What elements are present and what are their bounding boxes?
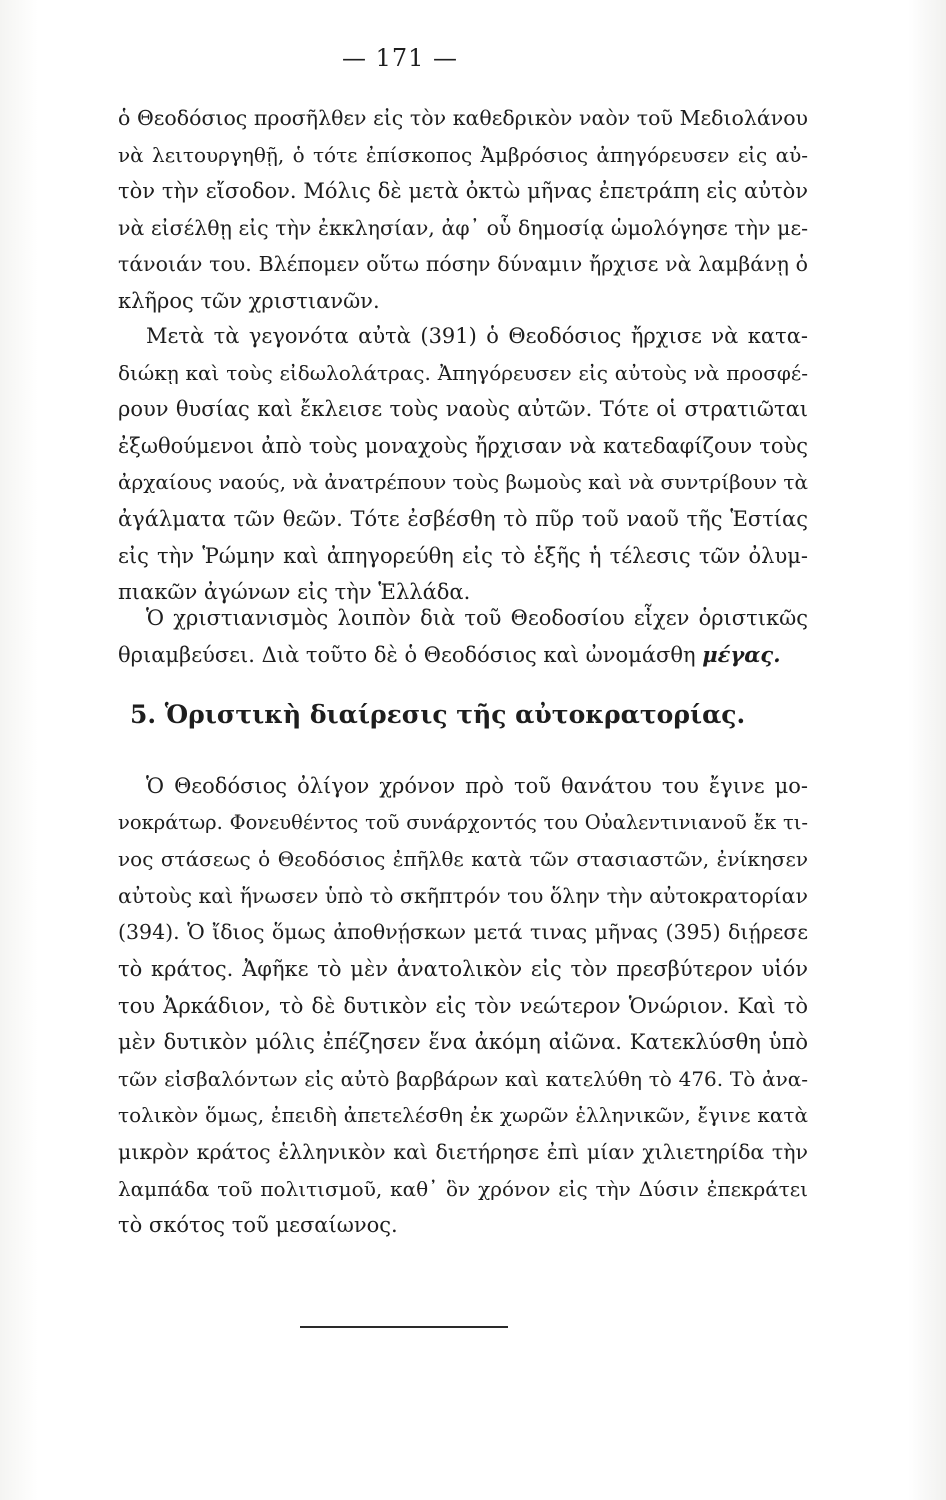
text-line: ἀγάλματα τῶν θεῶν. Τότε ἐσβέσθη τὸ πῦρ τοῦ ναοῦ τῆς Ἑστίας — [118, 506, 808, 531]
text-line: νος στάσεως ὁ Θεοδόσιος ἐπῆλθε κατὰ τῶν στασιαστῶν, ἐνίκησεν — [118, 847, 808, 872]
text-line: αὐτοὺς καὶ ἥνωσεν ὑπὸ τὸ σκῆπτρόν του ὅλην τὴν αὐτοκρατορίαν — [118, 883, 808, 908]
text-line: τῶν εἰσβαλόντων εἰς αὐτὸ βαρβάρων καὶ κατελύθη τὸ 476. Τὸ ἀνα- — [118, 1066, 808, 1091]
paragraph-3 — [118, 600, 808, 673]
text-line: τὸ κράτος. Ἀφῆκε τὸ μὲν ἀνατολικὸν εἰς τὸν πρεσβύτερον υἱόν — [118, 956, 808, 981]
text-line: νὰ εἰσέλθῃ εἰς τὴν ἐκκλησίαν, ἀφ᾿ οὗ δημοσίᾳ ὡμολόγησε τὴν με- — [118, 215, 808, 240]
text-line: ἀρχαίους ναούς, νὰ ἀνατρέπουν τοὺς βωμοὺς καὶ νὰ συντρίβουν τὰ — [118, 470, 808, 495]
text-line: τάνοιάν του. Βλέπομεν οὕτω πόσην δύναμιν ἤρχισε νὰ λαμβάνῃ ὁ — [118, 252, 808, 277]
text-line: ὁ Θεοδόσιος προσῆλθεν εἰς τὸν καθεδρικὸν ναὸν τοῦ Μεδιολάνου — [118, 106, 808, 130]
text-run: θριαμβεύσει. Διὰ τοῦτο δὲ ὁ Θεοδόσιος καὶ ὠνομάσθη — [118, 642, 696, 667]
text-line: τολικὸν ὅμως, ἐπειδὴ ἀπετελέσθη ἐκ χωρῶν ἑλληνικῶν, ἔγινε κατὰ — [118, 1103, 808, 1128]
text-line: μικρὸν κράτος ἑλληνικὸν καὶ διετήρησε ἐπὶ μίαν χιλιετηρίδα τὴν — [118, 1139, 808, 1164]
paragraph-4 — [118, 768, 808, 1244]
text-line: τὸ σκότος τοῦ μεσαίωνος. — [118, 1213, 398, 1238]
paragraph-1 — [118, 100, 808, 320]
text-line: κλῆρος τῶν χριστιανῶν. — [118, 288, 380, 313]
text-line: τὸν τὴν εἴσοδον. Μόλις δὲ μετὰ ὀκτὼ μῆνας ἐπετράπη εἰς αὐτὸν — [118, 179, 808, 204]
text-line: (394). Ὁ ἴδιος ὅμως ἀποθνῄσκων μετά τινας μῆνας (395) διῄρεσε — [118, 920, 808, 945]
text-line: Ὁ χριστιανισμὸς λοιπὸν διὰ τοῦ Θεοδοσίου εἶχεν ὁριστικῶς — [146, 606, 808, 630]
page-number: — 171 — — [341, 44, 459, 72]
text-line — [118, 637, 808, 674]
footer-rule — [300, 1326, 508, 1328]
paragraph-2 — [118, 318, 808, 611]
emphasis-word: μέγας. — [702, 641, 781, 667]
text-line: νοκράτωρ. Φονευθέντος τοῦ συνάρχοντός του Οὐαλεντινιανοῦ ἔκ τι- — [118, 810, 808, 834]
text-line: ρουν θυσίας καὶ ἔκλεισε τοὺς ναοὺς αὐτῶν. Τότε οἱ στρατιῶται — [118, 397, 808, 422]
text-line: λαμπάδα τοῦ πολιτισμοῦ, καθ᾿ ὃν χρόνον εἰς τὴν Δύσιν ἐπεκράτει — [118, 1176, 808, 1201]
text-line: νὰ λειτουργηθῇ, ὁ τότε ἐπίσκοπος Ἀμβρόσιος ἀπηγόρευσεν εἰς αὐ- — [118, 142, 808, 167]
text-line: ἐξωθούμενοι ἀπὸ τοὺς μοναχοὺς ἤρχισαν νὰ κατεδαφίζουν τοὺς — [118, 433, 808, 458]
text-line: μὲν δυτικὸν μόλις ἐπέζησεν ἕνα ἀκόμη αἰῶνα. Κατεκλύσθη ὑπὸ — [118, 1030, 808, 1055]
text-line: του Ἀρκάδιον, τὸ δὲ δυτικὸν εἰς τὸν νεώτερον Ὁνώριον. Καὶ τὸ — [118, 993, 808, 1018]
text-line: διώκῃ καὶ τοὺς εἰδωλολάτρας. Ἀπηγόρευσεν εἰς αὐτοὺς νὰ προσφέ- — [118, 360, 808, 385]
text-line: Ὁ Θεοδόσιος ὀλίγον χρόνον πρὸ τοῦ θανάτου του ἔγινε μο- — [146, 774, 808, 798]
text-line: εἰς τὴν Ῥώμην καὶ ἀπηγορεύθη εἰς τὸ ἑξῆς ἡ τέλεσις τῶν ὀλυμ- — [118, 543, 808, 568]
text-line: Μετὰ τὰ γεγονότα αὐτὰ (391) ὁ Θεοδόσιος ἤρχισε νὰ κατα- — [146, 324, 808, 348]
section-heading: 5. Ὁριστικὴ διαίρεσις τῆς αὐτοκρατορίας. — [130, 700, 746, 729]
text-line: πιακῶν ἀγώνων εἰς τὴν Ἑλλάδα. — [118, 580, 471, 605]
